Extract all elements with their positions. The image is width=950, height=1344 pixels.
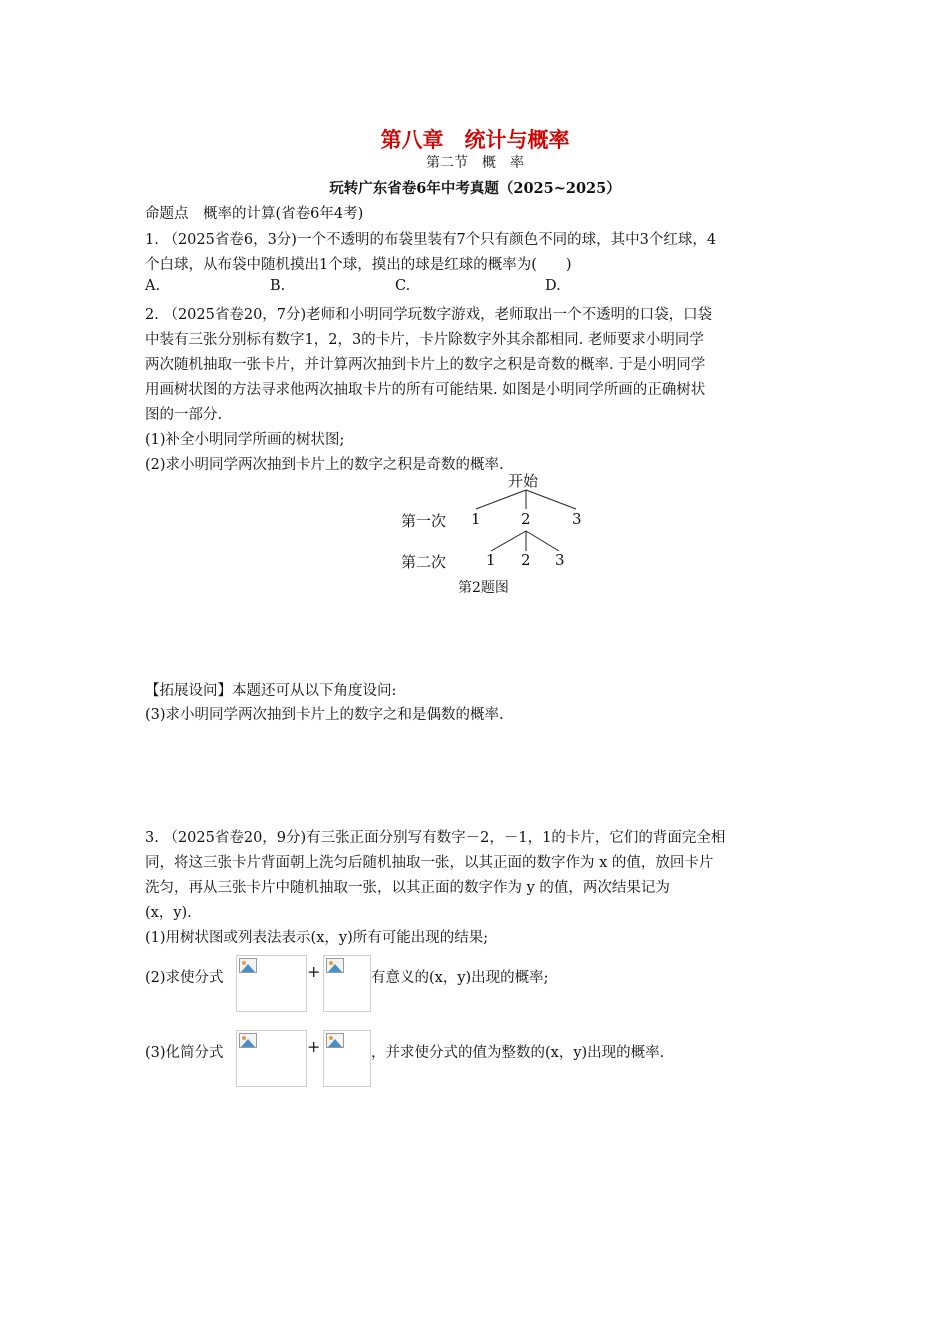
q1-option-c: C. — [395, 278, 411, 294]
extension-title: 【拓展设问】本题还可从以下角度设问: — [145, 683, 397, 699]
q1-line-2: 个白球，从布袋中随机摸出1个球，摸出的球是红球的概率为( ) — [145, 257, 572, 273]
exam-heading: 玩转广东省卷6年中考真题（2025~2025） — [329, 180, 621, 197]
q1-option-d: D. — [545, 278, 561, 294]
branch-root-1 — [476, 490, 526, 509]
q3-line-4: (x，y). — [145, 905, 192, 921]
q3-sub-3-prefix: (3)化简分式 — [145, 1045, 224, 1061]
tree-level2-label: 第二次 — [401, 553, 447, 571]
q3-line-3: 洗匀，再从三张卡片中随机抽取一张，以其正面的数字作为 y 的值，两次结果记为 — [145, 880, 670, 896]
branch-2-1 — [491, 531, 526, 551]
broken-image-icon — [326, 958, 344, 973]
q2-line-5: 图的一部分. — [145, 407, 223, 423]
tree-leaf-2: 2 — [521, 551, 531, 569]
broken-image-icon — [239, 1033, 257, 1048]
fraction-image-1 — [236, 955, 307, 1012]
q3-sub-2-prefix: (2)求使分式 — [145, 970, 224, 986]
tree-leaf-1: 1 — [486, 551, 496, 569]
tree-node-2: 2 — [521, 510, 531, 528]
q2-line-1: 2. （2025省卷20，7分)老师和小明同学玩数字游戏，老师取出一个不透明的口袋，口袋 — [145, 307, 713, 323]
q2-line-3: 两次随机抽取一张卡片，并计算两次抽到卡片上的数字之积是奇数的概率. 于是小明同学 — [145, 357, 706, 373]
q2-sub-3: (3)求小明同学两次抽到卡片上的数字之和是偶数的概率. — [145, 707, 504, 723]
tree-node-1: 1 — [471, 510, 481, 528]
q1-option-b: B. — [270, 278, 286, 294]
topic-line: 命题点 概率的计算(省卷6年4考) — [145, 206, 364, 222]
q3-sub-1: (1)用树状图或列表法表示(x，y)所有可能出现的结果; — [145, 930, 489, 946]
tree-root-label: 开始 — [508, 472, 539, 490]
figure-caption: 第2题图 — [458, 580, 509, 596]
fraction-image-4 — [323, 1030, 371, 1087]
q3-line-1: 3. （2025省卷20，9分)有三张正面分别写有数字－2，－1，1的卡片，它们的背面完全相 — [145, 830, 726, 846]
chapter-title: 第八章 统计与概率 — [380, 127, 570, 152]
section-title: 第二节 概 率 — [426, 155, 524, 171]
fraction-image-3 — [236, 1030, 307, 1087]
broken-image-icon — [326, 1033, 344, 1048]
q3-sub-3-suffix: ，并求使分式的值为整数的(x，y)出现的概率. — [371, 1045, 665, 1061]
tree-node-3: 3 — [572, 510, 582, 528]
broken-image-icon — [239, 958, 257, 973]
fraction-image-2 — [323, 955, 371, 1012]
tree-level1-label: 第一次 — [401, 512, 447, 530]
q2-line-2: 中装有三张分别标有数字1，2，3的卡片，卡片除数字外其余都相同. 老师要求小明同学 — [145, 332, 704, 348]
tree-leaf-3: 3 — [555, 551, 565, 569]
q2-sub-1: (1)补全小明同学所画的树状图; — [145, 432, 345, 448]
branch-2-3 — [526, 531, 559, 551]
q3-line-2: 同，将这三张卡片背面朝上洗匀后随机抽取一张，以其正面的数字作为 x 的值，放回卡片 — [145, 855, 714, 871]
plus-sign-2: + — [307, 1037, 321, 1056]
q1-option-a: A. — [145, 278, 161, 294]
q1-line-1: 1. （2025省卷6，3分)一个不透明的布袋里装有7个只有颜色不同的球，其中3个红球，4 — [145, 232, 717, 248]
q2-sub-2: (2)求小明同学两次抽到卡片上的数字之积是奇数的概率. — [145, 457, 504, 473]
branch-root-3 — [526, 490, 576, 509]
q3-sub-2-suffix: 有意义的(x，y)出现的概率; — [371, 970, 549, 986]
plus-sign-1: + — [307, 962, 321, 981]
q2-line-4: 用画树状图的方法寻求他两次抽取卡片的所有可能结果. 如图是小明同学所画的正确树状 — [145, 382, 706, 398]
